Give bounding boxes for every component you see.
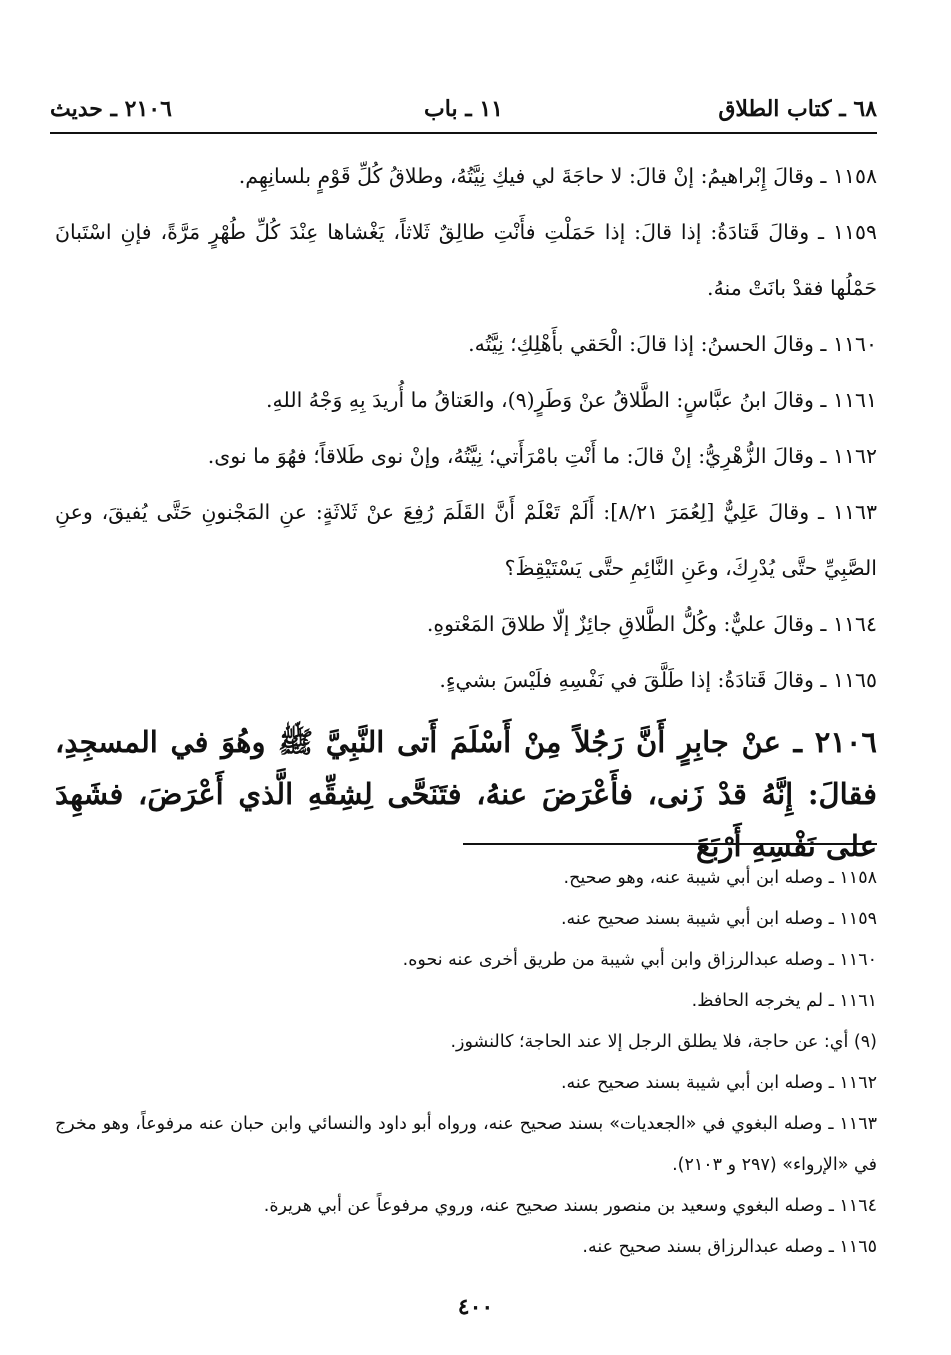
footnote-1163: ١١٦٣ ـ وصله البغوي في «الجعديات» بسند صحيح عنه، ورواه أبو داود والنسائي وابن حبان عنه مرفوعاً، وهو مخرج في «الإرواء» (٢٩٧ و ٢١٠٣).	[55, 1114, 877, 1175]
footnote-1161: ١١٦١ ـ لم يخرجه الحافظ.	[691, 991, 877, 1011]
footnote-divider	[463, 843, 877, 845]
hadith-2106	[55, 716, 877, 872]
hadith-text: ٢١٠٦ ـ عنْ جابِرٍ أَنَّ رَجُلاً مِنْ أَسْلَمَ أَتى النَّبِيَّ ﷺ وهُوَ في المسجِدِ، فقالَ: إِنَّهُ قدْ زَنى، فأَعْرَضَ عنهُ، فتَنَحَّى لِشِقِّهِ الَّذي أَعْرَضَ، فشَهِدَ على نَفْسِهِ أَرْبَعَ	[55, 725, 877, 863]
footnote-1164: ١١٦٤ ـ وصله البغوي وسعيد بن منصور بسند صحيح عنه، وروي مرفوعاً عن أبي هريرة.	[263, 1196, 877, 1216]
athar-1161: ١١٦١ ـ وقالَ ابنُ عبَّاسٍ: الطَّلاقُ عنْ وَطَرٍ(٩)، والعَتاقُ ما أُريدَ بِهِ وَجْهُ اللهِ.	[266, 388, 877, 412]
athar-1158: ١١٥٨ ـ وقالَ إِبْراهيمُ: إنْ قالَ: لا حاجَةَ لي فيكِ نِيَّتُهُ، وطلاقُ كُلِّ قَوْمٍ بلسانِهِم.	[238, 164, 877, 188]
athar-1163: ١١٦٣ ـ وقالَ عَلِيٌّ [لِعُمَرَ ٨/٢١]: أَلَمْ تَعْلَمْ أَنَّ القَلَمَ رُفِعَ عنْ ثَلاثَةٍ: عنِ المَجْنونِ حَتَّى يُفيقَ، وعنِ الصَّبِيِّ حتَّى يُدْرِكَ، وعَنِ النَّائِمِ حتَّى يَسْتَيْقِظَ؟	[55, 500, 877, 580]
header-chapter: ٦٨ ـ كتاب الطلاق	[718, 96, 877, 122]
footnote-1160: ١١٦٠ ـ وصله عبدالرزاق وابن أبي شيبة من طريق أخرى عنه نحوه.	[402, 950, 877, 970]
footnote-1158: ١١٥٨ ـ وصله ابن أبي شيبة عنه، وهو صحيح.	[563, 868, 877, 888]
athar-1160: ١١٦٠ ـ وقالَ الحسنُ: إذا قالَ: الْحَقي بأَهْلِكِ؛ نِيَّتُه.	[468, 332, 877, 356]
page-number: ٤٠٠	[457, 1294, 494, 1320]
header-hadith-number: ٢١٠٦ ـ حديث	[50, 96, 172, 122]
athar-1164: ١١٦٤ ـ وقالَ عليٌّ: وكُلُّ الطَّلاقِ جائِزٌ إلّا طلاقَ المَعْتوهِ.	[426, 612, 877, 636]
footnote-9: (٩) أي: عن حاجة، فلا يطلق الرجل إلا عند الحاجة؛ كالنشوز.	[450, 1032, 877, 1052]
header-section: ١١ ـ باب	[424, 96, 503, 122]
athar-1165: ١١٦٥ ـ وقالَ قَتادَةُ: إذا طَلَّقَ في نَفْسِهِ فلَيْسَ بشيءٍ.	[439, 668, 877, 692]
footnote-1165: ١١٦٥ ـ وصله عبدالرزاق بسند صحيح عنه.	[582, 1237, 877, 1257]
footnote-1159: ١١٥٩ ـ وصله ابن أبي شيبة بسند صحيح عنه.	[560, 909, 877, 929]
footnotes	[55, 858, 877, 1268]
athar-1162: ١١٦٢ ـ وقالَ الزُّهْرِيُّ: إنْ قالَ: ما أَنْتِ بامْرَأَتي؛ نِيَّتُهُ، وإنْ نوى طَلاقاً؛ فهُوَ ما نوى.	[207, 444, 877, 468]
running-header	[50, 92, 877, 134]
main-text	[55, 148, 877, 708]
footnote-1162: ١١٦٢ ـ وصله ابن أبي شيبة بسند صحيح عنه.	[560, 1073, 877, 1093]
athar-1159: ١١٥٩ ـ وقالَ قَتادَةُ: إذا قالَ: إذا حَمَلْتِ فأَنْتِ طالِقٌ ثَلاثاً، يَغْشاها عِنْدَ كُلِّ طُهْرٍ مَرَّةً، فإنِ اسْتَبانَ حَمْلُها فقدْ بانَتْ منهُ.	[55, 220, 877, 300]
